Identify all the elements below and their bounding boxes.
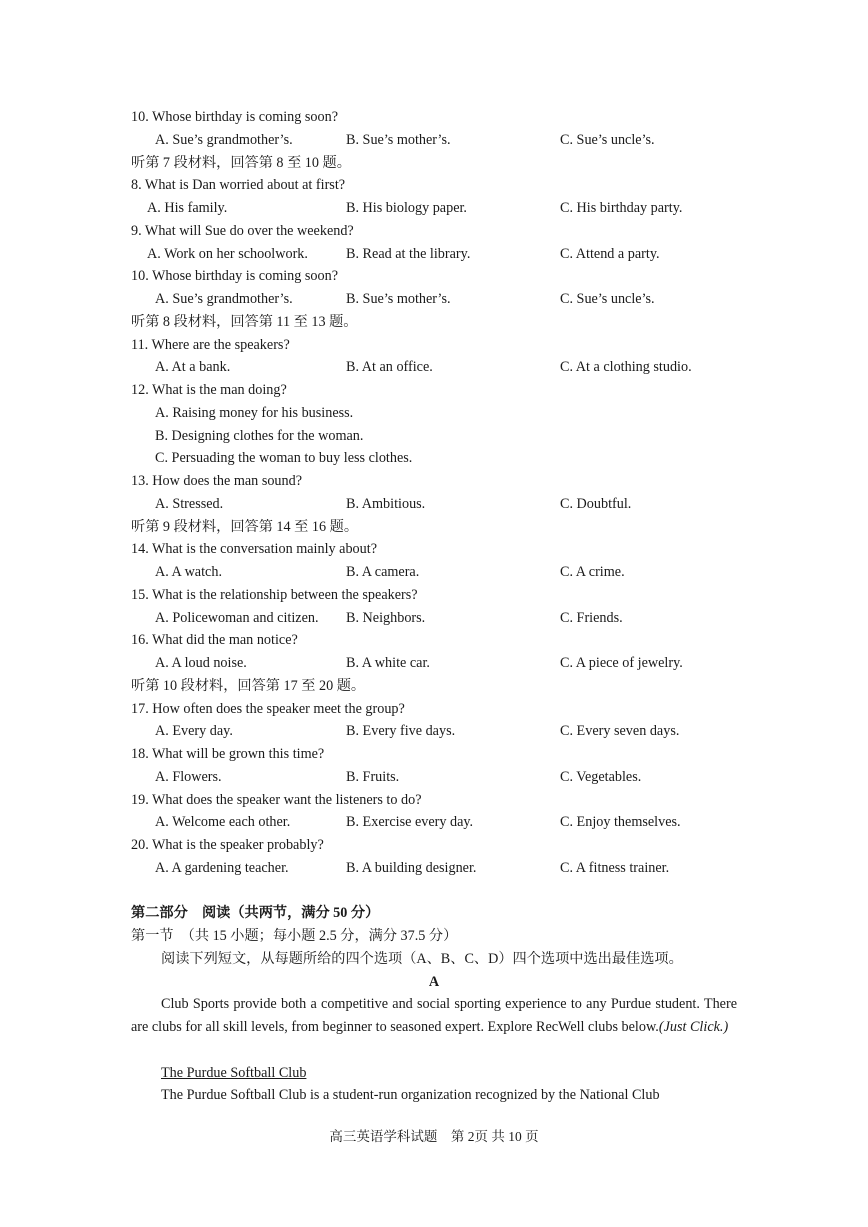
passage-label: A — [428, 974, 440, 990]
option-a: A. A loud noise. — [155, 655, 247, 671]
question-14: 14. What is the conversation mainly about? — [131, 541, 377, 557]
option-b: B. A building designer. — [346, 860, 477, 876]
option-c: C. Doubtful. — [560, 496, 632, 512]
part-2-title: 第二部分 阅读（共两节，满分 50 分） — [131, 905, 380, 921]
section-7-header: 听第 7 段材料，回答第 8 至 10 题。 — [131, 155, 351, 171]
option-a: A. His family. — [147, 200, 228, 216]
club-subheading — [161, 1064, 306, 1082]
option-c: C. A fitness trainer. — [560, 860, 670, 876]
question-9: 9. What will Sue do over the weekend? — [131, 223, 354, 239]
reading-instruction: 阅读下列短文，从每题所给的四个选项（A、B、C、D）四个选项中选出最佳选项。 — [161, 951, 683, 967]
option-c: C. A piece of jewelry. — [560, 655, 683, 671]
option-c: C. Friends. — [560, 610, 623, 626]
option-a: A. Flowers. — [155, 769, 222, 785]
option-c: C. Every seven days. — [560, 723, 680, 739]
question-16: 16. What did the man notice? — [131, 632, 298, 648]
option-b: B. Ambitious. — [346, 496, 426, 512]
option-a: A. Sue’s grandmother’s. — [155, 291, 293, 307]
section-1-title: 第一节 （共 15 小题；每小题 2.5 分，满分 37.5 分） — [131, 928, 458, 944]
option-c: C. Vegetables. — [560, 769, 642, 785]
option-b: B. Sue’s mother’s. — [346, 132, 451, 148]
option-b: B. Exercise every day. — [346, 814, 474, 830]
question-10: 10. Whose birthday is coming soon? — [131, 268, 339, 284]
option-c: C. Attend a party. — [560, 246, 660, 262]
option-a: A. Work on her schoolwork. — [147, 246, 308, 262]
passage-paragraph-2: The Purdue Softball Club is a student-run organization recognized by the National Club — [161, 1087, 660, 1103]
option-c: C. His birthday party. — [560, 200, 683, 216]
section-9-header: 听第 9 段材料，回答第 14 至 16 题。 — [131, 519, 359, 535]
question-12: 12. What is the man doing? — [131, 382, 287, 398]
question-13: 13. How does the man sound? — [131, 473, 303, 489]
page-footer: 高三英语学科试题 第 2页 共 10 页 — [329, 1129, 539, 1144]
section-10-header: 听第 10 段材料，回答第 17 至 20 题。 — [131, 678, 366, 694]
question-19: 19. What does the speaker want the listeners to do? — [131, 792, 422, 808]
question-20: 20. What is the speaker probably? — [131, 837, 324, 853]
option-c: C. Sue’s uncle’s. — [560, 132, 655, 148]
question-10-top: 10. Whose birthday is coming soon? — [131, 109, 339, 125]
option-b: B. Designing clothes for the woman. — [155, 428, 364, 444]
option-a: A. Stressed. — [155, 496, 224, 512]
option-b: B. A white car. — [346, 655, 430, 671]
question-15: 15. What is the relationship between the speakers? — [131, 587, 418, 603]
question-11: 11. Where are the speakers? — [131, 337, 290, 353]
option-b: B. Neighbors. — [346, 610, 426, 626]
option-a: A. Raising money for his business. — [155, 405, 354, 421]
option-b: B. Fruits. — [346, 769, 400, 785]
question-17: 17. How often does the speaker meet the group? — [131, 701, 405, 717]
option-a: A. A gardening teacher. — [155, 860, 289, 876]
club-subheading-text: The Purdue Softball Club — [161, 1065, 307, 1081]
option-a: A. At a bank. — [155, 359, 231, 375]
option-b: B. Every five days. — [346, 723, 456, 739]
option-c: C. Enjoy themselves. — [560, 814, 681, 830]
option-c: C. A crime. — [560, 564, 625, 580]
option-c: C. At a clothing studio. — [560, 359, 692, 375]
section-8-header: 听第 8 段材料，回答第 11 至 13 题。 — [131, 314, 358, 330]
option-b: B. At an office. — [346, 359, 433, 375]
passage-paragraph-1 — [131, 993, 737, 1039]
option-a: A. Every day. — [155, 723, 233, 739]
option-a: A. Policewoman and citizen. — [155, 610, 319, 626]
option-a: A. A watch. — [155, 564, 222, 580]
option-b: B. A camera. — [346, 564, 420, 580]
option-a: A. Sue’s grandmother’s. — [155, 132, 293, 148]
option-c: C. Persuading the woman to buy less clothes. — [155, 450, 413, 466]
option-b: B. Read at the library. — [346, 246, 471, 262]
paragraph-1-text: Club Sports provide both a competitive and social sporting experience to any Purdue student. There are clubs for all skill levels, from beginner to seasoned expert. Explore RecWell clubs below. — [131, 996, 737, 1035]
question-8: 8. What is Dan worried about at first? — [131, 177, 346, 193]
just-click-note: (Just Click.) — [658, 1019, 729, 1035]
option-b: B. His biology paper. — [346, 200, 467, 216]
option-b: B. Sue’s mother’s. — [346, 291, 451, 307]
question-18: 18. What will be grown this time? — [131, 746, 325, 762]
option-c: C. Sue’s uncle’s. — [560, 291, 655, 307]
option-a: A. Welcome each other. — [155, 814, 291, 830]
